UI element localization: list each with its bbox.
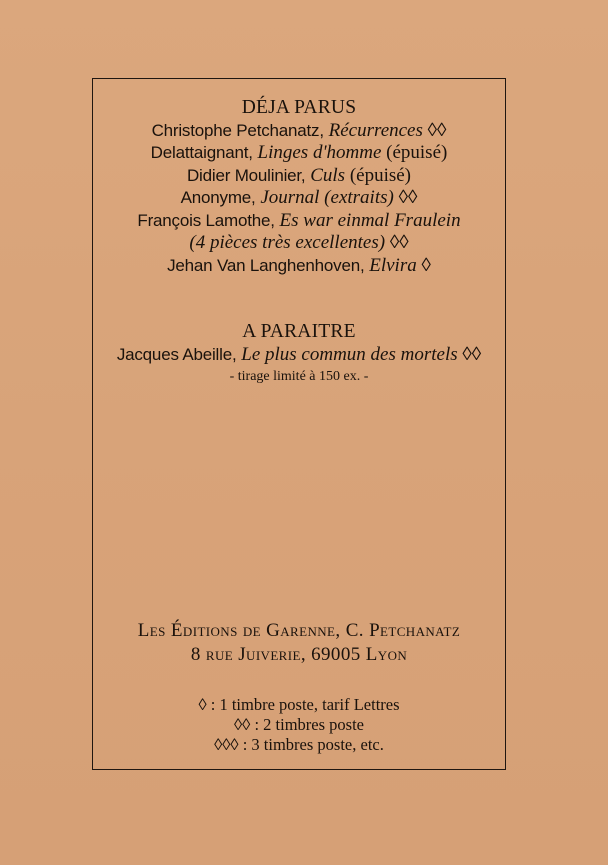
entry-author: Christophe Petchanatz, [151,120,324,140]
entry-author: Didier Moulinier, [186,165,306,185]
entry-mark: ◊◊ [462,343,482,365]
list-item [93,142,505,165]
entry-mark: (épuisé) [349,164,412,186]
entry-title: Elvira [369,254,417,276]
list-item [93,210,505,233]
list-item [93,344,505,367]
a-paraitre-heading: A PARAITRE [242,321,356,342]
entry-title: Récurrences [328,119,423,141]
legend-item: ◊◊ : 2 timbres poste [234,715,364,734]
list-item [93,120,505,143]
list-item [93,187,505,210]
legend-item: ◊ : 1 timbre poste, tarif Lettres [198,695,400,714]
legend-item: ◊◊◊ : 3 timbres poste, etc. [214,735,384,754]
entry-title: (4 pièces très excellentes) [189,232,386,253]
list-item [93,165,505,188]
entry-author: Delattaignant, [150,143,253,162]
entry-title: Es war einmal Fraulein [279,209,461,231]
entry-author: Anonyme, [180,188,256,207]
publisher-name: Les Éditions de Garenne, C. Petchanatz [137,620,461,641]
list-item [93,255,505,278]
entry-author: Jehan Van Langhenhoven, [167,255,365,275]
entry-title: Linges d'homme [257,142,382,163]
entry-mark: ◊◊ [427,119,447,141]
entry-title: Culs [310,164,346,186]
entry-mark: ◊◊ [398,187,418,208]
list-item [93,232,505,255]
entry-author: Jacques Abeille, [116,344,237,364]
entry-mark: (épuisé) [386,142,448,163]
entry-author: François Lamothe, [137,210,275,230]
bordered-frame [92,78,506,770]
entry-mark: ◊◊ [389,232,409,253]
publisher-address: 8 rue Juiverie, 69005 Lyon [190,644,408,665]
entry-title: Le plus commun des mortels [241,343,458,365]
print-run-note: - tirage limité à 150 ex. - [229,369,369,384]
deja-parus-heading: DÉJA PARUS [241,97,357,118]
publisher-block [93,619,505,667]
deja-parus-section [93,97,505,277]
entry-mark: ◊ [421,254,431,276]
a-paraitre-section [93,321,505,386]
entry-title: Journal (extraits) [260,187,394,208]
stamp-legend [93,695,505,755]
